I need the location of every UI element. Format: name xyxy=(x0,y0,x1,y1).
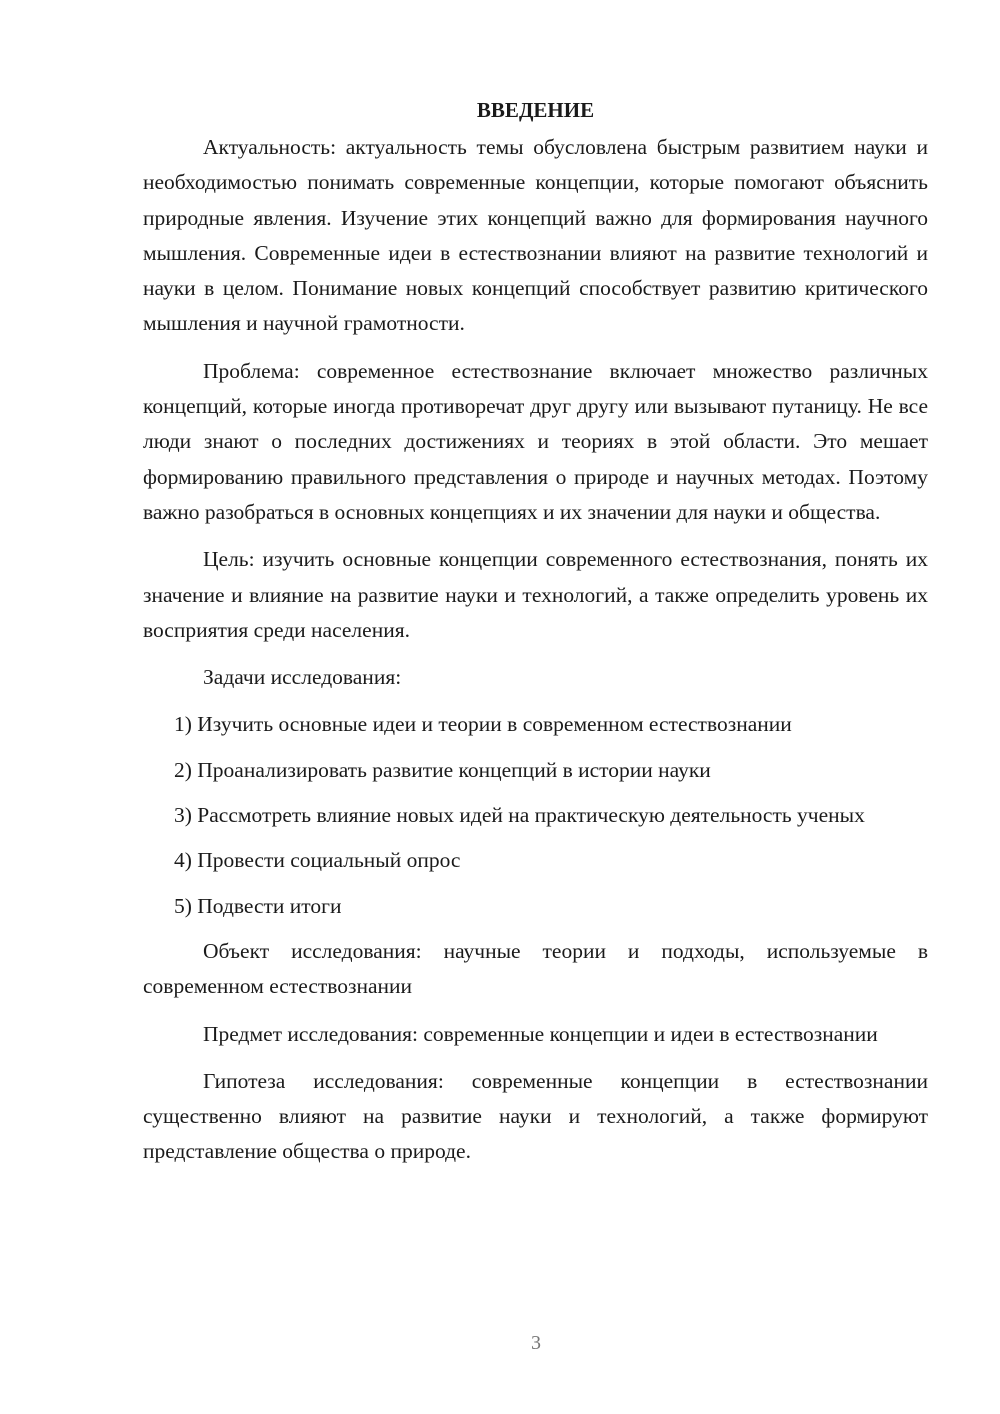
task-item: 1) Изучить основные идеи и теории в современном естествознании xyxy=(174,712,792,737)
problem-paragraph: Проблема: современное естествознание включает множество различных концепций, которые иногда противоречат друг другу или вызывают путаницу. Не все люди знают о последних достижениях и теориях в этой области. Это мешает формированию правильного представления о природе и научных методах. Поэтому важно разобраться в основных концепциях и их значении для науки и общества. xyxy=(143,358,928,524)
object-paragraph: Объект исследования: научные теории и подходы, используемые в современном естествознании xyxy=(143,938,928,999)
tasks-list xyxy=(143,707,928,923)
task-item: 2) Проанализировать развитие концепций в истории науки xyxy=(174,757,711,782)
goal-paragraph: Цель: изучить основные концепции современного естествознания, понять их значение и влияние на развитие науки и технологий, а также определить уровень их восприятия среди населения. xyxy=(143,547,928,642)
hypothesis-paragraph: Гипотеза исследования: современные концепции в естествознании существенно влияют на развитие науки и технологий, а также формируют представление общества о природе. xyxy=(143,1068,928,1164)
document-page xyxy=(143,92,928,1182)
subject-paragraph: Предмет исследования: современные концепции и идеи в естествознании xyxy=(203,1021,878,1046)
tasks-heading: Задачи исследования: xyxy=(203,665,402,690)
task-item: 4) Провести социальный опрос xyxy=(174,848,461,873)
task-item: 3) Рассмотреть влияние новых идей на практическую деятельность ученых xyxy=(174,803,865,828)
section-title: ВВЕДЕНИЕ xyxy=(476,98,595,122)
relevance-paragraph: Актуальность: актуальность темы обусловлена быстрым развитием науки и необходимостью понимать современные концепции, которые помогают объяснить природные явления. Изучение этих концепций важно для формирования научного мышления. Современные идеи в естествознании влияют на развитие технологий и науки в целом. Понимание новых концепций способствует развитию критического мышления и научной грамотности. xyxy=(143,135,928,336)
page-number: 3 xyxy=(531,1332,541,1354)
task-item: 5) Подвести итоги xyxy=(174,893,342,918)
